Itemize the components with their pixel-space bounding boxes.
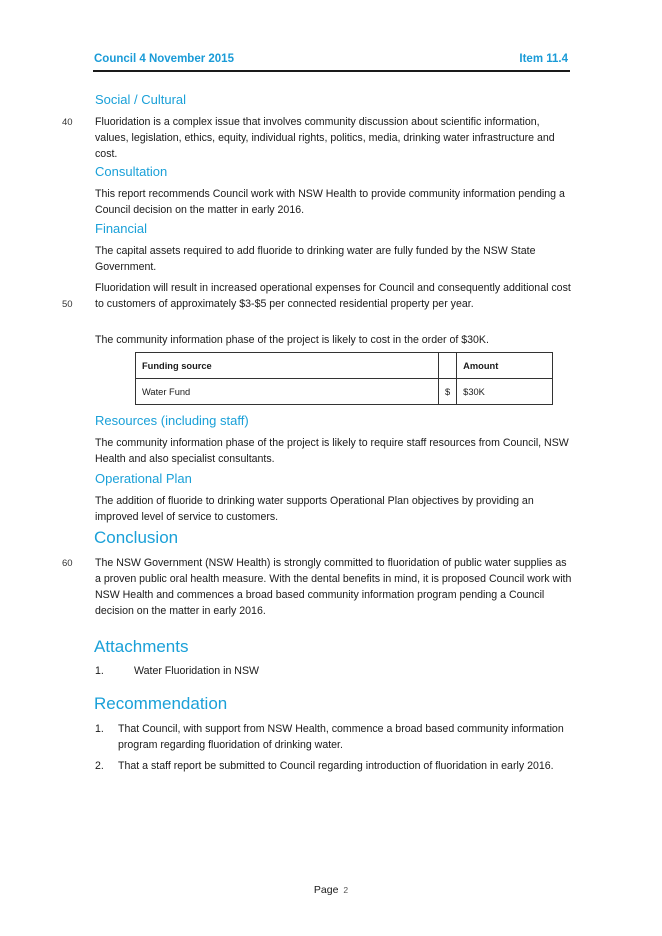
paragraph-operational: The addition of fluoride to drinking water supports Operational Plan objectives by providing an improved level of service to customers. [95,495,534,523]
heading-social-cultural: Social / Cultural [95,92,187,107]
paragraph-resources: The community information phase of the project is likely to require staff resources from Council, NSW Health and also specialist consultants. [95,437,569,465]
page-footer [0,884,662,896]
attachment-link[interactable]: Water Fluoridation in NSW [134,665,260,677]
page-number: 2 [343,885,349,895]
line-number-50: 50 [62,299,73,310]
recommendation-number-2: 2. [95,760,104,772]
table-row [136,379,553,405]
header-meeting-date: Council 4 November 2015 [94,53,234,65]
column-header-funding-source: Funding source [136,353,439,379]
paragraph-financial-3: The community information phase of the project is likely to cost in the order of $30K. [95,334,489,346]
paragraph-consultation: This report recommends Council work with NSW Health to provide community information pending a Council decision on the matter in early 2016. [95,188,565,216]
line-number-40: 40 [62,117,73,128]
heading-recommendation: Recommendation [94,694,228,713]
page-label: Page [313,884,339,896]
cell-funding-source: Water Fund [136,379,439,405]
line-number-60: 60 [62,558,73,569]
cell-amount: $30K [457,379,553,405]
heading-resources: Resources (including staff) [95,413,249,428]
heading-attachments: Attachments [94,637,189,656]
header-item-number: Item 11.4 [519,53,568,65]
heading-conclusion: Conclusion [94,528,179,547]
table-header-row [136,353,553,379]
column-header-amount: Amount [457,353,553,379]
heading-operational-plan: Operational Plan [95,471,192,486]
recommendation-item-2: That a staff report be submitted to Council regarding introduction of fluoridation in early 2016. [118,760,554,772]
recommendation-number-1: 1. [95,723,104,735]
paragraph-financial-2: Fluoridation will result in increased operational expenses for Council and consequently additional cost to customers of approximately $3-$5 per connected residential property per year. [95,282,571,310]
heading-financial: Financial [95,221,148,236]
cell-currency: $ [439,379,457,405]
heading-consultation: Consultation [95,164,168,179]
header-rule [93,70,570,72]
attachment-number: 1. [95,665,104,677]
paragraph-financial-1: The capital assets required to add fluoride to drinking water are fully funded by the NSW State Government. [95,245,536,273]
recommendation-item-1: That Council, with support from NSW Health, commence a broad based community information program regarding fluoridation of drinking water. [118,723,564,751]
paragraph-conclusion: The NSW Government (NSW Health) is strongly committed to fluoridation of public water supplies as a proven public oral health measure. With the dental benefits in mind, it is proposed Council work with NSW Health and commences a broad based community information program pending a Council decision on the matter in early 2016. [95,557,572,617]
paragraph-social: Fluoridation is a complex issue that involves community discussion about scientific information, values, legislation, ethics, equity, individual rights, politics, media, drinking water infrastructure and cost. [95,116,555,160]
funding-table [135,352,553,405]
column-header-currency [439,353,457,379]
